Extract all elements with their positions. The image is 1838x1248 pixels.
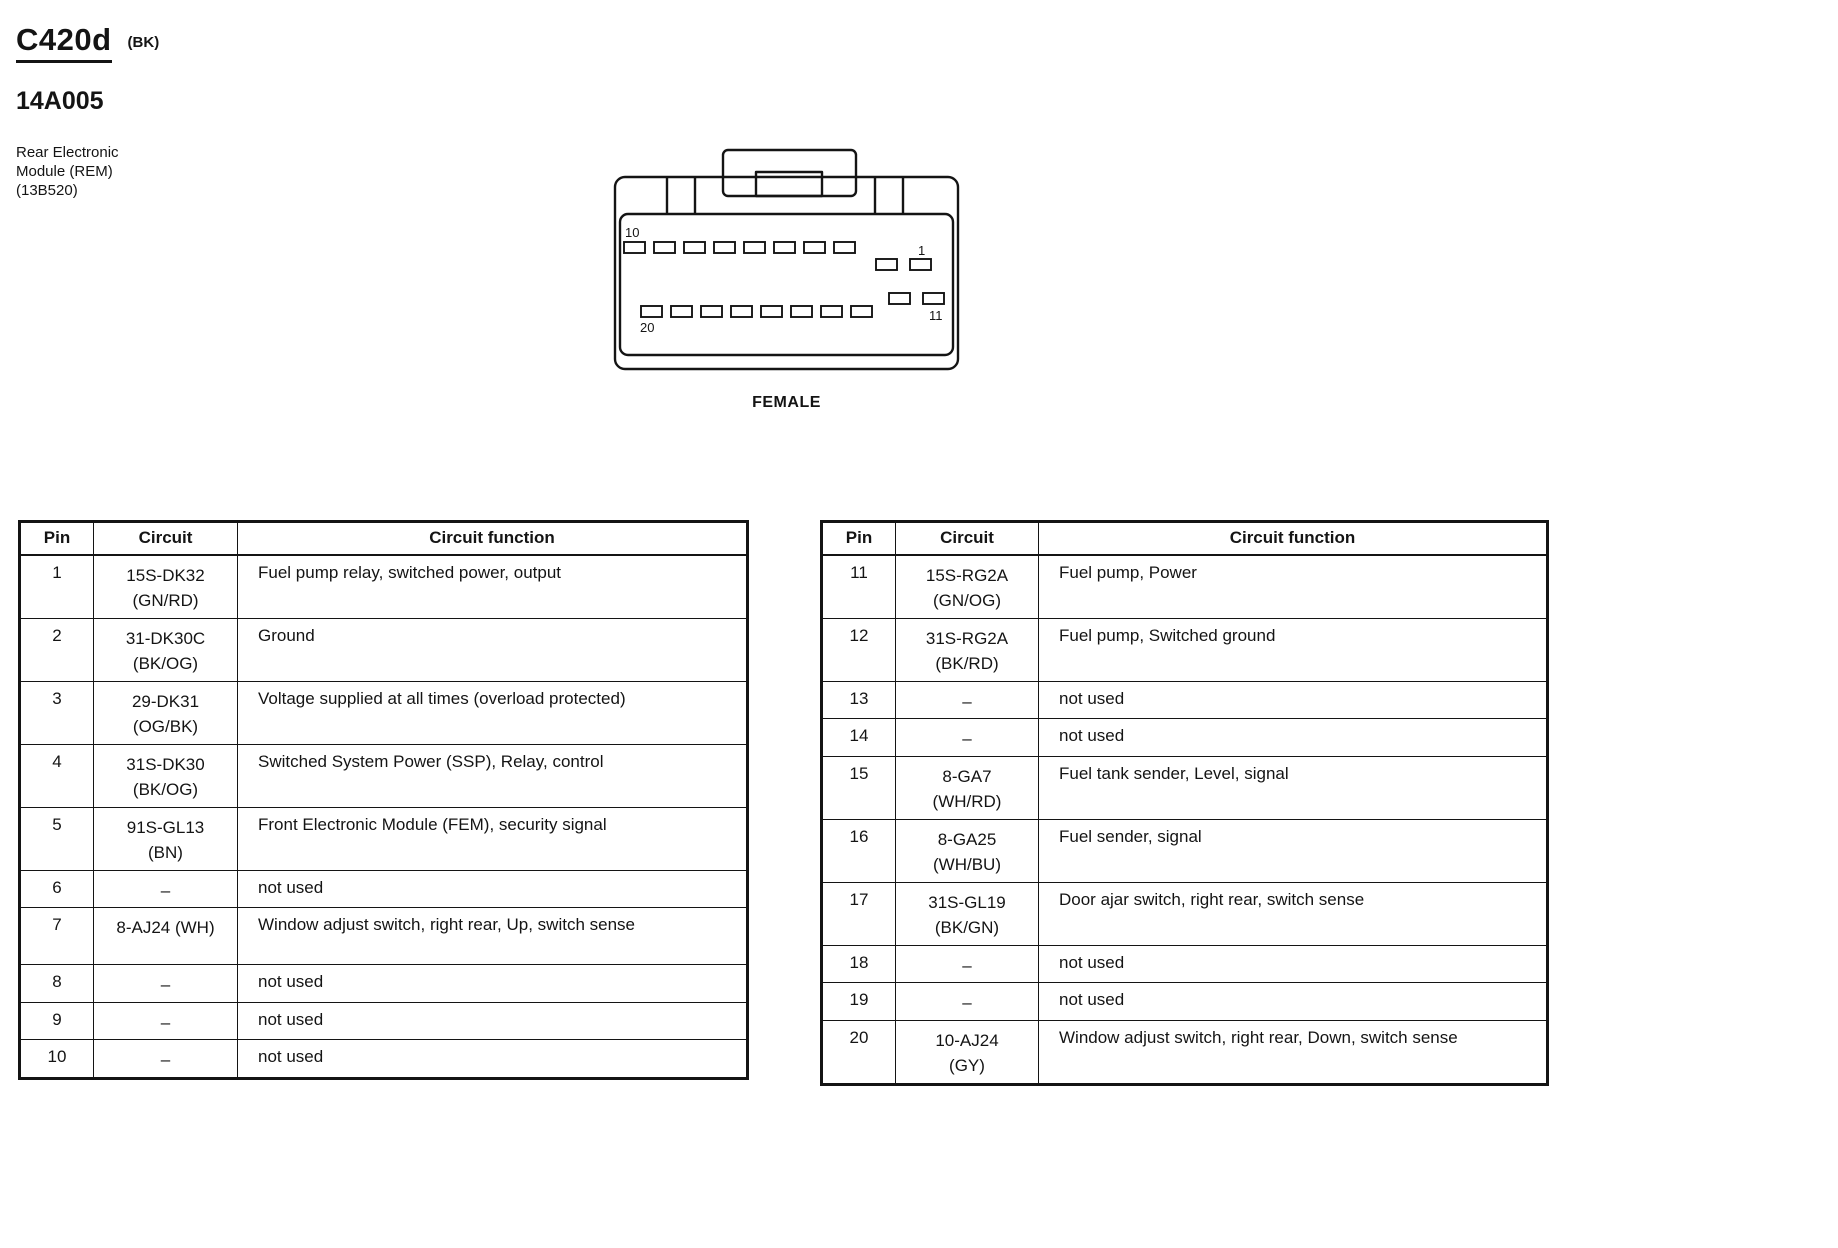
connector-color-code: (BK): [127, 34, 160, 51]
pin-cell: 1: [20, 555, 94, 619]
pin-row-17: [822, 882, 1548, 945]
pin-row-7: [20, 908, 748, 965]
function-cell: not used: [238, 870, 748, 908]
circuit-cell: –: [896, 945, 1039, 983]
pin-cell: 18: [822, 945, 896, 983]
connector-drawing: [604, 138, 969, 380]
module-name-text: Rear Electronic Module (REM): [16, 144, 119, 180]
connector-latch-tab-inner: [756, 172, 822, 196]
circuit-cell: 91S-GL13 (BN): [94, 807, 238, 870]
function-cell: Fuel sender, signal: [1039, 819, 1548, 882]
column-header-pin: Pin: [20, 522, 94, 555]
function-cell: not used: [1039, 681, 1548, 719]
pin-row-8: [20, 965, 748, 1003]
function-cell: Fuel tank sender, Level, signal: [1039, 756, 1548, 819]
function-cell: Voltage supplied at all times (overload protected): [238, 681, 748, 744]
pin-row-18: [822, 945, 1548, 983]
pin-label-20: 20: [640, 320, 655, 335]
pin-row-12: [822, 618, 1548, 681]
function-cell: not used: [238, 965, 748, 1003]
function-cell: not used: [238, 1040, 748, 1079]
pin-row-3: [20, 681, 748, 744]
table-header-row: [20, 522, 748, 555]
pin-cell: 8: [20, 965, 94, 1003]
connector-id: C420d: [16, 22, 112, 63]
pin-row-11: [822, 555, 1548, 619]
connector-gender-label: FEMALE: [752, 394, 821, 411]
pin-cell: 10: [20, 1040, 94, 1079]
pin-cell: 5: [20, 807, 94, 870]
circuit-cell: –: [896, 681, 1039, 719]
pin-cell: 13: [822, 681, 896, 719]
connector-face-outline: [620, 214, 953, 355]
circuit-cell: –: [94, 870, 238, 908]
pin-cell: 7: [20, 908, 94, 965]
pinout-table-pins-11-20: [820, 520, 1549, 1086]
module-description: [16, 144, 138, 200]
circuit-cell: –: [94, 1040, 238, 1079]
function-cell: Ground: [238, 618, 748, 681]
pin-row-10: [20, 1040, 748, 1079]
pin-row-19: [822, 983, 1548, 1021]
circuit-cell: 29-DK31 (OG/BK): [94, 681, 238, 744]
circuit-cell: 31S-RG2A (BK/RD): [896, 618, 1039, 681]
pin-cell: 19: [822, 983, 896, 1021]
circuit-cell: –: [94, 965, 238, 1003]
function-cell: Fuel pump, Power: [1039, 555, 1548, 619]
pin-row-14: [822, 719, 1548, 757]
circuit-cell: 31-DK30C (BK/OG): [94, 618, 238, 681]
circuit-cell: –: [896, 719, 1039, 757]
circuit-cell: 8-AJ24 (WH): [94, 908, 238, 965]
pin-row-1: [20, 555, 748, 619]
circuit-cell: –: [896, 983, 1039, 1021]
circuit-cell: 31S-GL19 (BK/GN): [896, 882, 1039, 945]
function-cell: Switched System Power (SSP), Relay, control: [238, 744, 748, 807]
column-header-function: Circuit function: [238, 522, 748, 555]
pin-label-1: 1: [918, 243, 926, 258]
pin-cell: 3: [20, 681, 94, 744]
pin-cell: 20: [822, 1020, 896, 1084]
circuit-cell: 31S-DK30 (BK/OG): [94, 744, 238, 807]
function-cell: not used: [1039, 945, 1548, 983]
pin-cell: 11: [822, 555, 896, 619]
column-header-circuit: Circuit: [896, 522, 1039, 555]
part-number: 14A005: [16, 87, 104, 115]
page-header: [16, 22, 159, 200]
pinout-table-pins-1-10: [18, 520, 749, 1080]
pin-cell: 16: [822, 819, 896, 882]
pin-row-4: [20, 744, 748, 807]
pin-cell: 15: [822, 756, 896, 819]
connector-title-row: [16, 22, 159, 63]
pin-cell: 14: [822, 719, 896, 757]
function-cell: not used: [1039, 983, 1548, 1021]
column-header-circuit: Circuit: [94, 522, 238, 555]
pin-cell: 6: [20, 870, 94, 908]
pin-row-9: [20, 1002, 748, 1040]
function-cell: not used: [1039, 719, 1548, 757]
function-cell: Window adjust switch, right rear, Down, switch sense: [1039, 1020, 1548, 1084]
pin-cavities: [624, 242, 944, 317]
pin-label-11: 11: [929, 308, 943, 323]
pin-row-15: [822, 756, 1548, 819]
pin-row-13: [822, 681, 1548, 719]
function-cell: not used: [238, 1002, 748, 1040]
pin-row-5: [20, 807, 748, 870]
circuit-cell: 8-GA7 (WH/RD): [896, 756, 1039, 819]
pin-row-6: [20, 870, 748, 908]
function-cell: Front Electronic Module (FEM), security signal: [238, 807, 748, 870]
circuit-cell: –: [94, 1002, 238, 1040]
circuit-cell: 15S-RG2A (GN/OG): [896, 555, 1039, 619]
function-cell: Door ajar switch, right rear, switch sense: [1039, 882, 1548, 945]
connector-figure: [604, 138, 969, 412]
circuit-cell: 8-GA25 (WH/BU): [896, 819, 1039, 882]
pin-row-16: [822, 819, 1548, 882]
pin-label-10: 10: [625, 225, 640, 240]
table-header-row: [822, 522, 1548, 555]
pin-row-2: [20, 618, 748, 681]
pin-cell: 17: [822, 882, 896, 945]
column-header-function: Circuit function: [1039, 522, 1548, 555]
function-cell: Window adjust switch, right rear, Up, switch sense: [238, 908, 748, 965]
pin-cell: 9: [20, 1002, 94, 1040]
function-cell: Fuel pump, Switched ground: [1039, 618, 1548, 681]
pin-cell: 2: [20, 618, 94, 681]
module-code-text: (13B520): [16, 181, 78, 199]
circuit-cell: 10-AJ24 (GY): [896, 1020, 1039, 1084]
pin-cell: 4: [20, 744, 94, 807]
pin-cell: 12: [822, 618, 896, 681]
pin-row-20: [822, 1020, 1548, 1084]
circuit-cell: 15S-DK32 (GN/RD): [94, 555, 238, 619]
column-header-pin: Pin: [822, 522, 896, 555]
function-cell: Fuel pump relay, switched power, output: [238, 555, 748, 619]
